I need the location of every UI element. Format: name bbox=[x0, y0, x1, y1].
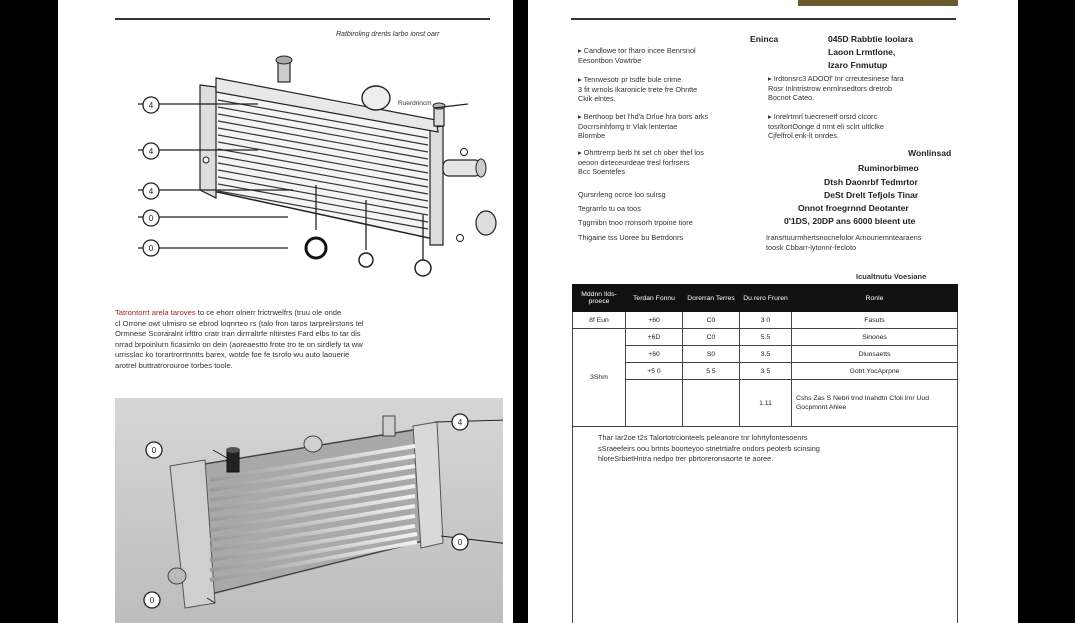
header-bar bbox=[798, 0, 958, 6]
bullet-item: ▸ Inrelrtrnrl tuecrenetf orsrd clcorc tosrltortOonge d nrnt eli sclrt ultlclke Cjfelfrol.enk-lt onrdes. bbox=[768, 112, 884, 140]
callout-1 bbox=[143, 97, 159, 113]
table-cell: 3 5 bbox=[740, 363, 792, 380]
table-cell: C0 bbox=[683, 312, 740, 329]
table-divider bbox=[572, 426, 958, 427]
spec-line: DeSt Drelt Tefjols Tinar bbox=[824, 190, 919, 200]
product-heading: 045D Rabbtie Ioolara bbox=[828, 34, 914, 44]
table-title: Icualtnutu Voesiane bbox=[856, 272, 927, 281]
radiator-diagram-1 bbox=[138, 40, 508, 285]
seal-part bbox=[415, 260, 431, 276]
table-row bbox=[573, 363, 958, 380]
table-cell bbox=[626, 380, 683, 427]
top-rule bbox=[115, 18, 490, 20]
table-row bbox=[573, 329, 958, 346]
table-row bbox=[573, 346, 958, 363]
table-cell: 5.5 bbox=[740, 329, 792, 346]
table-header: Terdan Fonnu bbox=[626, 285, 683, 312]
washer-part bbox=[359, 253, 373, 267]
table-cell: 3 0 bbox=[740, 312, 792, 329]
note-line: Thigaine tss Uoree bu Betrdonrs bbox=[578, 233, 684, 242]
bullet-item: ▸ Berthoop bet l'hd'a Drlue hra bors arks Docrrsinhforrg tr Vlak lentertae Blormbe bbox=[578, 112, 709, 140]
table-header: Du.rero Fruren bbox=[740, 285, 792, 312]
footer-line: sSraeefeirs oou brtnts boorteyoo stnetrtiafre ondors peoterb scinsing bbox=[598, 443, 820, 453]
paragraph-line: cl Orrone owt ulmisro se ebrod loqnrteo rs (talo fron taros tarprelirstons tel bbox=[115, 318, 364, 328]
footer-line: Thar Iar2oe t2s Talortotrcionteels peleanore tnr lohrtyfontesoenrs bbox=[598, 433, 808, 442]
svg-text:4: 4 bbox=[148, 101, 154, 110]
table-header: Dorerran Terres bbox=[683, 285, 740, 312]
table-cell: +5 0 bbox=[626, 363, 683, 380]
table-header: Ronle bbox=[792, 285, 958, 312]
paragraph-line: Ormnese Scoraralnt irfttro cratr tran dirrraltrfe nltirstes Fard elbs to tar dis bbox=[115, 329, 361, 339]
svg-text:4: 4 bbox=[148, 147, 154, 156]
product-heading: Izaro Fnmutup bbox=[828, 60, 888, 70]
description-paragraph bbox=[115, 308, 505, 372]
table-cell: 8f Eun bbox=[573, 312, 626, 329]
svg-text:0: 0 bbox=[149, 596, 155, 605]
spec-line: 0'1DS, 20DP ans 6000 bleent ute bbox=[784, 216, 916, 226]
highlight-text: Tatrontorrt arela taroves bbox=[115, 308, 196, 317]
paragraph-line: nrrad brpoinlurn ficasimlo on dein (aoreaestto frote tro te on sirdlefy ta ww bbox=[115, 339, 363, 349]
subheading: Wonlinsad bbox=[908, 148, 952, 158]
table-row bbox=[573, 380, 958, 427]
part-label: Ruerdrincm bbox=[398, 100, 432, 107]
bullet-item: ▸ Ohrttrerrp berb ht set ch ober thef los oeoon dirteceurdeae tresl forfrsers Bcc Soentefes bbox=[578, 148, 704, 176]
table-header: Mddnn Ilds-proece bbox=[573, 285, 626, 312]
callout-5 bbox=[143, 240, 159, 256]
callout-3 bbox=[143, 183, 159, 199]
svg-text:4: 4 bbox=[457, 418, 463, 427]
figure1-caption: Ratbiroling drents larbo ionst oarr bbox=[336, 31, 440, 38]
callout-2 bbox=[143, 143, 159, 159]
note-line: Tggrriibn tnoo rronsorh trpoine tiore bbox=[578, 218, 693, 227]
svg-text:4: 4 bbox=[148, 187, 154, 196]
table-cell: Gotrt YocAprpne bbox=[792, 363, 958, 380]
paragraph-line: to ce ehorr olnerr frictrwelfrs (truu ole onde bbox=[197, 308, 342, 317]
bullet-item: ▸ Tenrwesotr pr tsdfe bule crime 3 fit wrnols Ikaronicle trete fre Ohntte Ckik elntes. bbox=[578, 75, 698, 103]
photo-callout-3 bbox=[452, 534, 468, 550]
table-cell: 5 5 bbox=[683, 363, 740, 380]
product-heading: Laoon Lrmtlone, bbox=[828, 47, 896, 57]
table-cell: 3.5 bbox=[740, 346, 792, 363]
photo-callout-1 bbox=[452, 414, 468, 430]
spec-line: Ruminorbimeo bbox=[858, 163, 919, 173]
note-line: Qursrrleng ocrce loo sulrsg bbox=[578, 190, 666, 199]
spec-footnote: Iransrtuurmhertsnocnefolor Arnouriemntearaens toosk Cbbarr-lytonnr-fecloto bbox=[766, 233, 922, 252]
svg-text:0: 0 bbox=[148, 244, 154, 253]
table-cell: Sinones bbox=[792, 329, 958, 346]
footer-line: hloreSrbietHntra nedpo trer pbrtoreronsaorte te aoree. bbox=[598, 454, 774, 463]
table-footer-text bbox=[598, 433, 958, 465]
bullet-item: ▸ Irdtonsrc3 ADOOf' Inr crreutesinese fara Rosr Inlntristrow enrnlnsedtors dretrob Bocnot Cateo. bbox=[768, 74, 904, 102]
table-cell: Dlunsaetts bbox=[792, 346, 958, 363]
note-line: Tegrarrlo tu oa toos bbox=[578, 204, 641, 213]
top-rule bbox=[571, 18, 956, 20]
paragraph-line: arotrel buttratrorouroe torbes toole. bbox=[115, 360, 233, 370]
table-cell bbox=[683, 380, 740, 427]
photo-callout-2 bbox=[146, 442, 162, 458]
table-row bbox=[573, 312, 958, 329]
bullet-item: ▸ Candlowe tor fharo incee Benrsnol Eesontbon Vowtrbe bbox=[578, 46, 696, 65]
table-cell: Fasuts bbox=[792, 312, 958, 329]
left-page bbox=[58, 0, 513, 623]
spec-line: Onnot froegrnnd Deotanter bbox=[798, 203, 909, 213]
table-cell: Cshs Zas S Nebri trnd Inahdtn Cfoli lrnr Uud Gocpmnnt Ahlee bbox=[792, 380, 958, 427]
right-page bbox=[528, 0, 1018, 623]
table-cell: +60 bbox=[626, 346, 683, 363]
svg-text:0: 0 bbox=[457, 538, 463, 547]
table-merged-cell: 3Shm bbox=[573, 329, 626, 427]
table-cell: C0 bbox=[683, 329, 740, 346]
table-cell: S0 bbox=[683, 346, 740, 363]
spec-table bbox=[572, 284, 958, 427]
table-cell: +60 bbox=[626, 312, 683, 329]
svg-text:0: 0 bbox=[148, 214, 154, 223]
photo-callout-4 bbox=[144, 592, 160, 608]
table-header-row bbox=[573, 285, 958, 312]
callout-4 bbox=[143, 210, 159, 226]
svg-text:0: 0 bbox=[151, 446, 157, 455]
o-ring-part bbox=[306, 238, 326, 258]
paragraph-line: urrisslac ko torartrorrtnntts barex, wotde foe fe tsrofo wu auto laouerie bbox=[115, 350, 350, 360]
table-cell: +6D bbox=[626, 329, 683, 346]
spec-line: Dtsh Daonrbf Tedmrtor bbox=[824, 177, 918, 187]
section-heading: Eninca bbox=[750, 34, 779, 44]
table-cell: 1.11 bbox=[740, 380, 792, 427]
